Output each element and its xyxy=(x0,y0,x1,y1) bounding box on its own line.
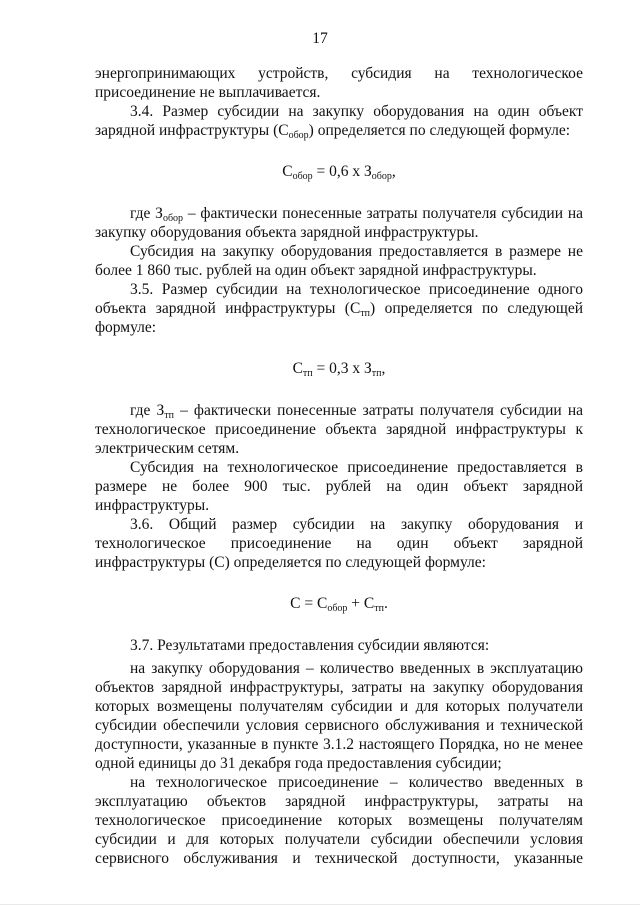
paragraph-3-6: 3.6. Общий размер субсидии на закупку оборудования и технологическое присоединение на один объект зарядной инфраструктуры (С) определяется по следующей формуле: xyxy=(95,516,583,571)
paragraph-continuation: энергопринимающих устройств, субсидия на технологическое присоединение не выплачивается. xyxy=(95,65,583,101)
paragraph-connection-limit: Субсидия на технологическое присоединение предоставляется в размере не более 900 тыс. рублей на один объект зарядной инфраструктуры. xyxy=(95,459,583,514)
paragraph-where-equipment: где $З_{обор}$ – фактически понесенные затраты получателя субсидии на закупку оборудования объекта зарядной инфраструктуры. xyxy=(95,205,583,241)
paragraph-result-connection: на технологическое присоединение – количество введенных в эксплуатацию объектов зарядной инфраструктуры, затраты на технологическое присоединение которых возмещены получателям субсидии и для которых получатели субсидии обеспечили условия сервисного обслуживания и технической доступности, указанные xyxy=(95,774,583,867)
formula-total: $С = С_{обор} + С_{тп}$. xyxy=(290,595,388,614)
document-body xyxy=(95,64,583,868)
formula-connection: $С_{тп} = 0,3$ х $З_{тп}$, xyxy=(292,360,386,379)
paragraph-3-4: 3.4. Размер субсидии на закупку оборудования на один объект зарядной инфраструктуры $(С_{обор})$ определяется по следующей формуле: xyxy=(95,103,583,141)
paragraph-equipment-limit: Субсидия на закупку оборудования предоставляется в размере не более 1 860 тыс. рублей на один объект зарядной инфраструктуры. xyxy=(95,243,583,279)
paragraph-3-5: 3.5. Размер субсидии на технологическое присоединение одного объекта зарядной инфраструктуры $(С_{тп})$ определяется по следующей формуле: xyxy=(95,281,583,336)
paragraph-3-7: 3.7. Результатами предоставления субсидии являются: xyxy=(130,637,490,654)
page-number: 17 xyxy=(312,30,328,47)
paragraph-where-connection: где $З_{тп}$ – фактически понесенные затраты получателя субсидии на технологическое присоединение объекта зарядной инфраструктуры к электрическим сетям. xyxy=(95,402,583,457)
formula-equipment: $С_{обор} = 0,6$ х $З_{обор}$, xyxy=(282,163,396,182)
paragraph-result-equipment: на закупку оборудования – количество введенных в эксплуатацию объектов зарядной инфраструктуры, затраты на закупку оборудования которых возмещены получателям субсидии и для которых получатели субсидии обеспечили условия сервисного обслуживания и технической доступности, указанные в пункте 3.1.2 настоящего Порядка, но не менее одной единицы до 31 декабря года предоставления субсидии; xyxy=(95,660,583,772)
